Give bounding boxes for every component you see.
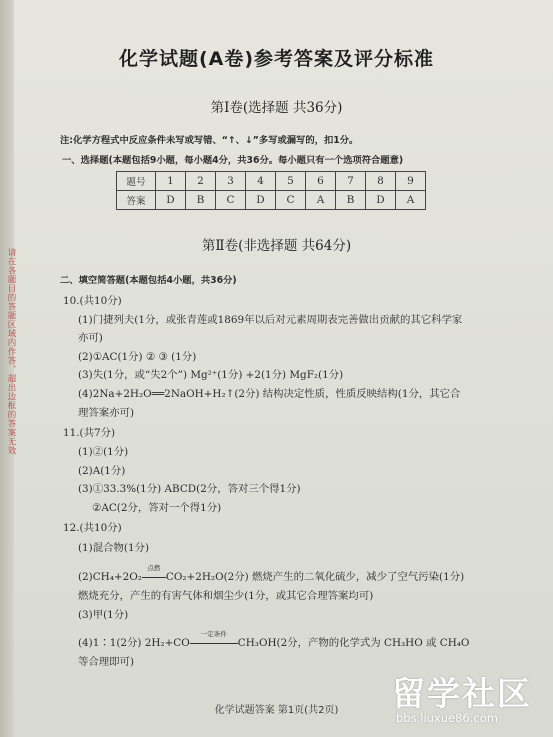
q10-part4	[78, 385, 460, 400]
page-footer: 化学试题答案 第1页(共2页)	[214, 705, 339, 716]
equation-reactants: (4)1∶1(2分) 2H₂+CO	[78, 637, 190, 649]
q12-part1: (1)混合物(1分)	[78, 542, 149, 554]
answer-table	[116, 171, 426, 210]
q10-part4-cont: 理答案亦可)	[78, 407, 135, 419]
reaction-arrow	[190, 630, 238, 649]
watermark-url: bbs.liuxue86.com	[396, 711, 498, 725]
equals-sign: ══	[151, 388, 165, 400]
choice-question-heading: 一、选择题(本题包括9小题，每小题4分，共36分。每小题只有一个选项符合题意)	[62, 155, 404, 166]
q12-part4	[78, 630, 470, 649]
equation-products-and-note: 2NaOH+H₂↑(2分) 结构决定性质，性质反映结构(1分，其它合	[164, 388, 461, 400]
answer-cell: A	[306, 191, 336, 210]
section1-heading: 第Ⅰ卷(选择题 共36分)	[210, 100, 343, 116]
answer-cell: C	[216, 191, 246, 210]
question-number: 5	[276, 172, 306, 191]
answer-cell: D	[156, 191, 186, 210]
scoring-note: 注:化学方程式中反应条件未写或写错、“↑、↓”多写或漏写的，扣1分。	[60, 135, 359, 146]
answer-cell: D	[366, 191, 396, 210]
equation-products-and-note: CH₃OH(2分，产物的化学式为 CH₃HO 或 CH₄O	[237, 637, 470, 649]
q10-part3: (3)失(1分，或“失2个”) Mg²⁺(1分) +2(1分) MgF₂(1分)	[78, 369, 344, 381]
page-title: 化学试题(A卷)参考答案及评分标准	[118, 48, 435, 70]
answer-cell: B	[186, 191, 216, 210]
question-number: 1	[156, 172, 186, 191]
reaction-line	[142, 577, 166, 578]
reaction-arrow	[142, 564, 166, 583]
question-number: 9	[396, 172, 426, 191]
site-watermark	[392, 668, 542, 728]
q10-part2: (2)①AC(1分) ② ③ (1分)	[78, 351, 197, 363]
q11-part2: (2)A(1分)	[78, 465, 126, 477]
q12-part2	[78, 564, 465, 583]
q12-part4-cont: 等合理即可)	[78, 656, 135, 668]
q12-heading: 12.(共10分)	[63, 522, 122, 534]
margin-warning-note: 请在各题目的答题区域内作答，超出边框的答案无效	[6, 248, 16, 455]
answer-cell: B	[336, 191, 366, 210]
question-number: 4	[246, 172, 276, 191]
q11-part3-2: ②AC(2分，答对一个得1分)	[92, 502, 222, 514]
reaction-line	[190, 643, 238, 644]
equation-reactants: (2)CH₄+2O₂	[78, 571, 142, 583]
equation-products-and-note: CO₂+2H₂O(2分) 燃烧产生的二氧化硫少，减少了空气污染(1分)	[165, 571, 465, 583]
question-number: 8	[366, 172, 396, 191]
question-number: 2	[186, 172, 216, 191]
q10-heading: 10.(共10分)	[63, 295, 122, 307]
section2-heading: 第Ⅱ卷(非选择题 共64分)	[201, 238, 352, 254]
reaction-condition: 一定条件	[200, 630, 227, 638]
q10-part1: (1)门捷列夫(1分，或张青莲或1869年以后对元素周期表完善做出贡献的其它科学家	[78, 314, 463, 326]
reaction-condition: 点燃	[147, 564, 161, 572]
row-label: 答案	[117, 191, 156, 210]
q10-part1-cont: 亦可)	[78, 332, 103, 344]
q12-part2-cont: 燃烧充分，产生的有害气体和烟尘少(1分，或其它合理答案均可)	[78, 590, 374, 602]
q11-part1: (1)②(1分)	[78, 446, 129, 458]
question-number-row	[117, 172, 426, 191]
answer-row	[117, 191, 426, 210]
answer-cell: A	[396, 191, 426, 210]
question-number: 7	[336, 172, 366, 191]
q11-part3: (3)①33.3%(1分) ABCD(2分，答对三个得1分)	[78, 483, 301, 495]
q11-heading: 11.(共7分)	[63, 427, 116, 439]
watermark-logo: 留学社区	[392, 674, 532, 713]
q12-part3: (3)甲(1分)	[78, 609, 129, 621]
question-number: 6	[306, 172, 336, 191]
equation-reactants: (4)2Na+2H₂O	[78, 388, 152, 400]
fill-question-heading: 二、填空简答题(本题包括4小题，共36分)	[60, 275, 237, 286]
row-label: 题号	[117, 172, 156, 191]
answer-cell: C	[276, 191, 306, 210]
question-number: 3	[216, 172, 246, 191]
answer-cell: D	[246, 191, 276, 210]
